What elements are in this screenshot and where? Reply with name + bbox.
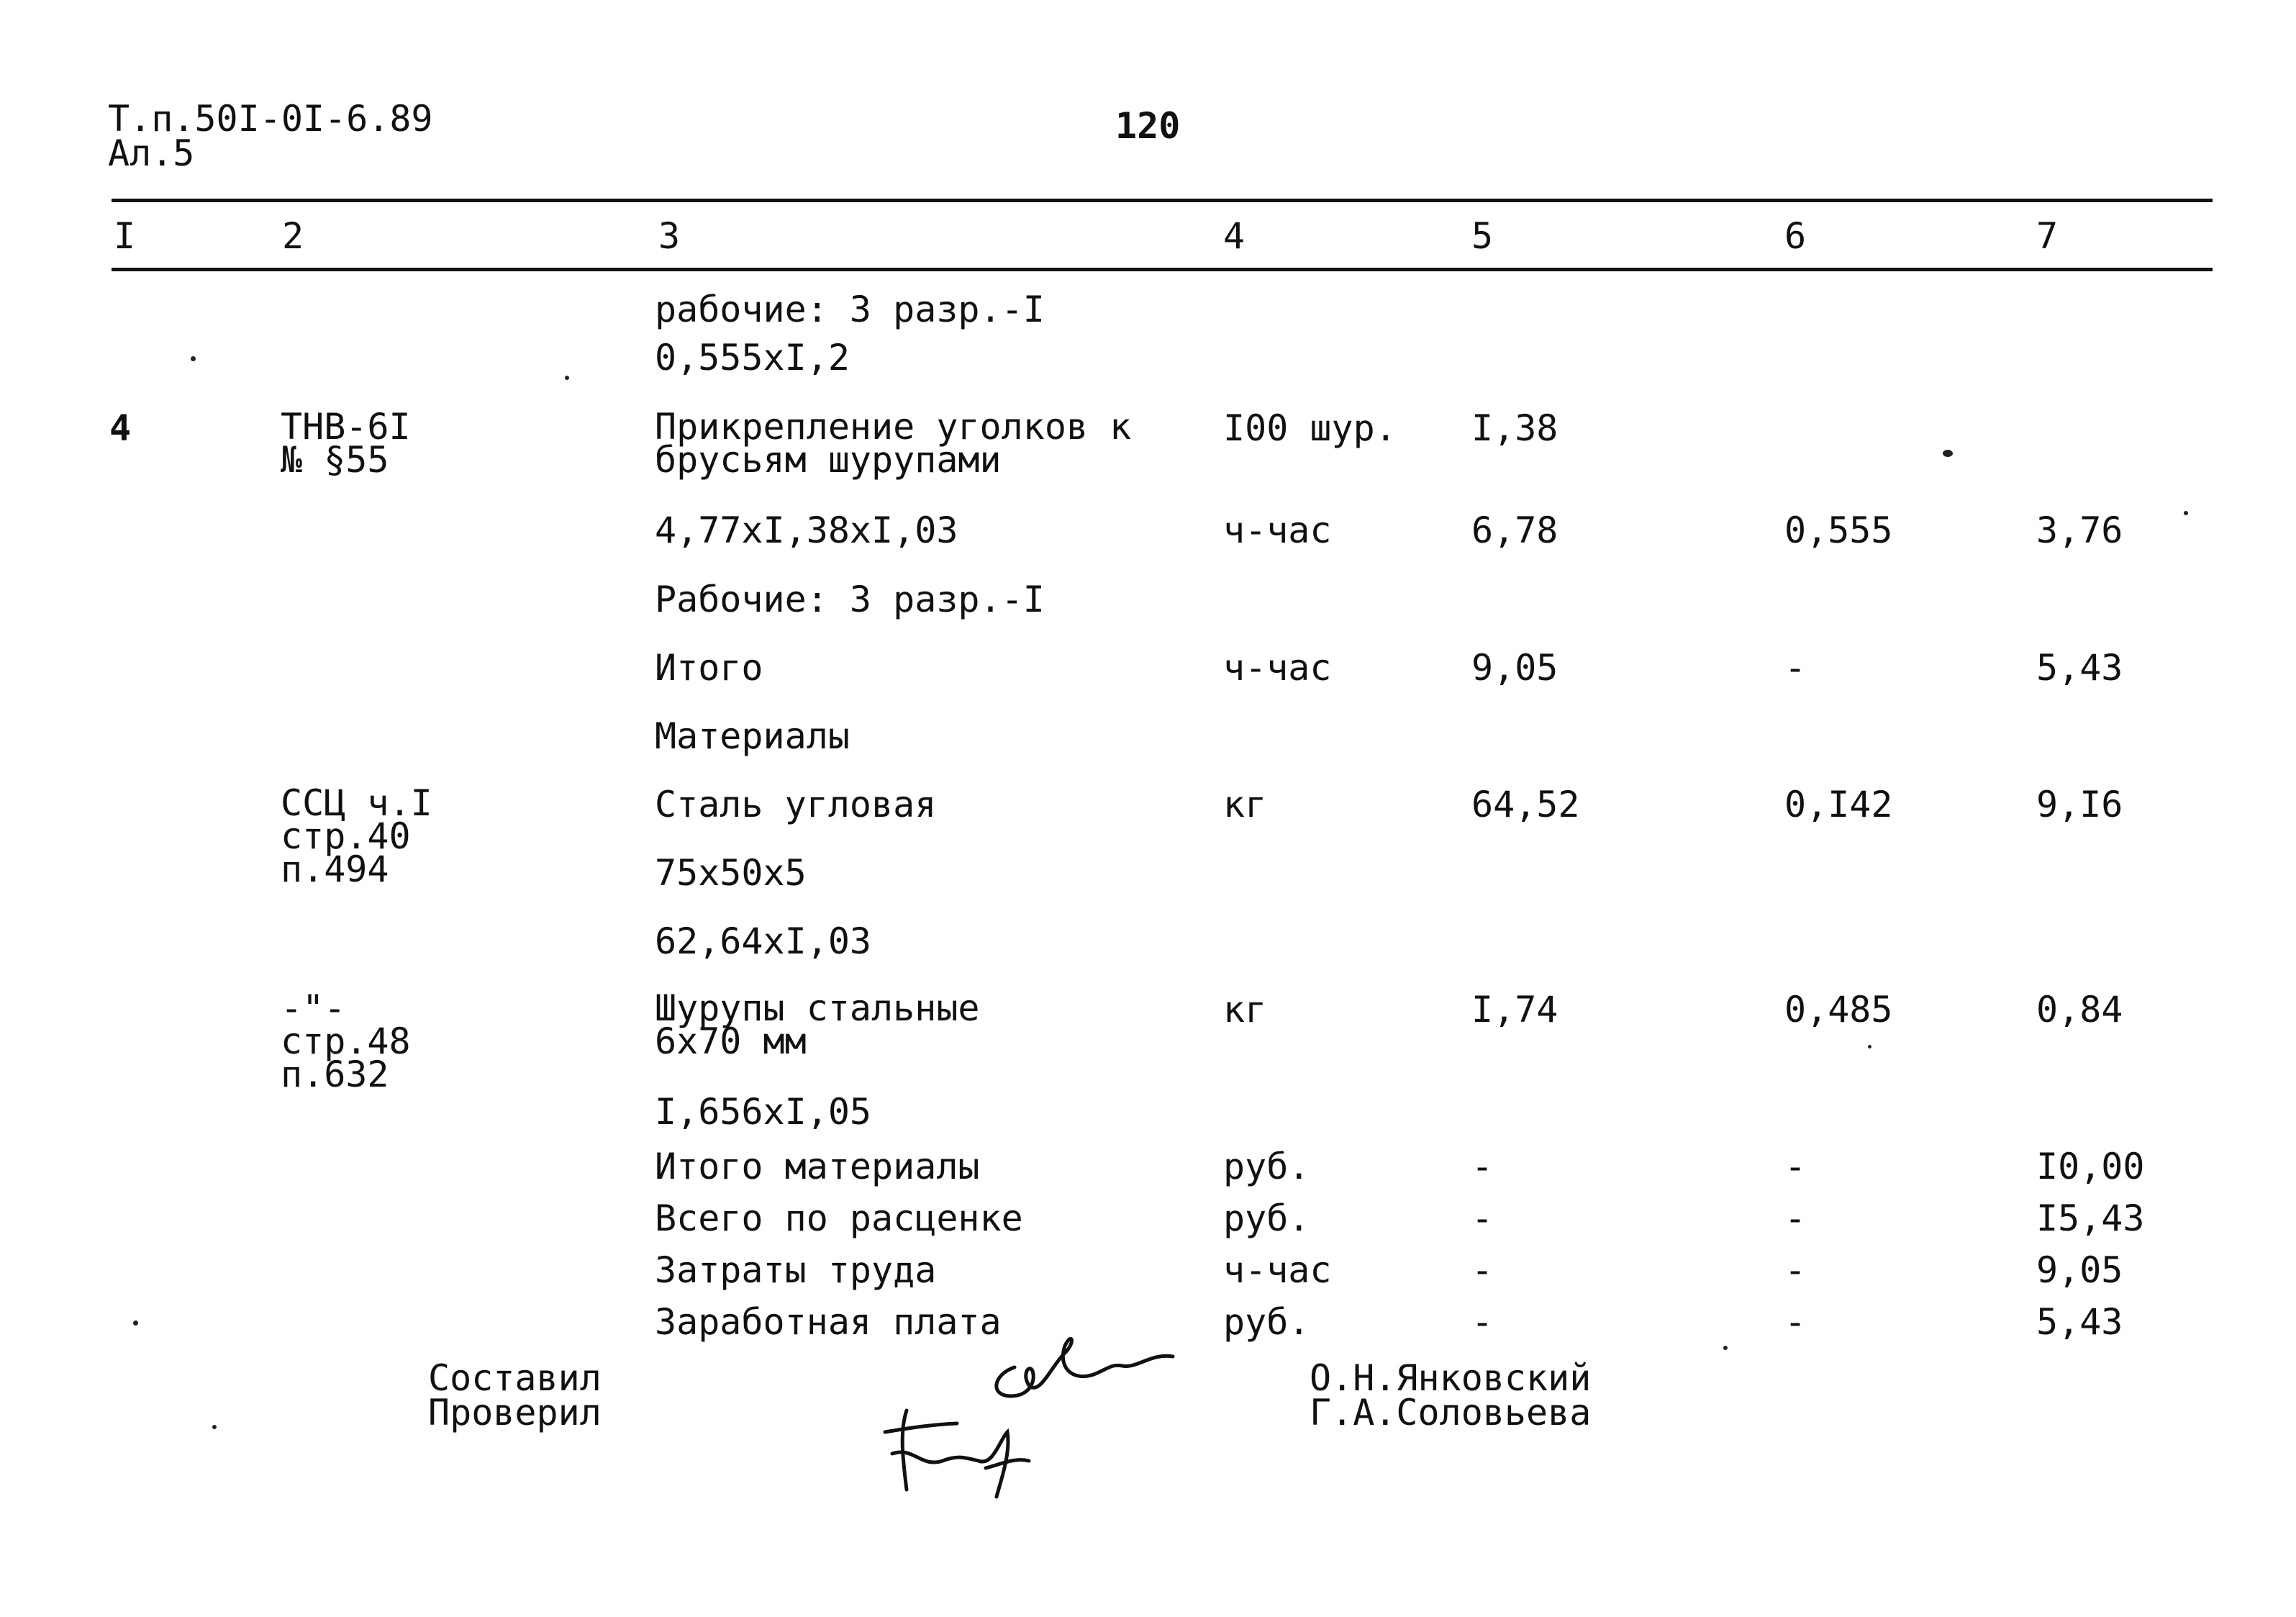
checked-name: Г.А.Соловьева (1310, 1392, 1592, 1433)
summary-unit: руб. (1223, 1197, 1310, 1239)
row-total: 9,I6 (2036, 784, 2123, 825)
norm-code: -"- стр.48 п.632 (281, 987, 411, 1095)
row-unit-price: 0,555 (1784, 509, 1893, 551)
row-description: I,656хI,05 (655, 1091, 872, 1133)
column-header-3: 3 (658, 215, 681, 257)
table-top-rule (112, 199, 2213, 202)
row-description: 4,77хI,38хI,03 (655, 509, 958, 551)
compiled-label: Составил (428, 1357, 602, 1399)
row-description: 75х50х5 (655, 852, 807, 894)
doc-code: Т.п.50I-0I-6.89 (108, 98, 433, 140)
checked-label: Проверил (428, 1392, 602, 1433)
summary-unit-price: - (1784, 1301, 1807, 1343)
row-description: рабочие: 3 разр.-I (655, 289, 1045, 330)
summary-label: Затраты труда (655, 1249, 937, 1291)
summary-quantity: - (1471, 1301, 1494, 1343)
row-unit-price: 0,I42 (1784, 784, 1893, 825)
row-total: 5,43 (2036, 647, 2123, 689)
scan-speck (1723, 1346, 1728, 1350)
row-description: Прикрепление уголков к брусьям шурупами (655, 406, 1132, 481)
summary-label: Итого материалы (655, 1146, 980, 1187)
table-header-rule (112, 268, 2213, 271)
summary-unit: ч-час (1223, 1249, 1332, 1291)
row-unit: ч-час (1223, 647, 1332, 689)
row-description: Сталь угловая (655, 784, 937, 825)
row-description: 62,64хI,03 (655, 920, 872, 962)
column-header-2: 2 (282, 215, 304, 257)
summary-quantity: - (1471, 1249, 1494, 1291)
summary-label: Заработная плата (655, 1301, 1002, 1343)
row-total: 0,84 (2036, 989, 2123, 1031)
row-description: Шурупы стальные 6х70 мм (655, 987, 980, 1062)
summary-unit-price: - (1784, 1249, 1807, 1291)
row-description: Итого (655, 647, 763, 689)
scan-speck (1868, 1045, 1871, 1048)
row-quantity: 9,05 (1471, 647, 1558, 689)
column-header-6: 6 (1784, 215, 1807, 257)
summary-unit: руб. (1223, 1301, 1310, 1343)
summary-total: 5,43 (2036, 1301, 2123, 1343)
norm-code: ССЦ ч.I стр.40 п.494 (281, 782, 432, 890)
summary-label: Всего по расценке (655, 1197, 1023, 1239)
scan-speck (133, 1321, 138, 1326)
summary-unit-price: - (1784, 1197, 1807, 1239)
summary-quantity: - (1471, 1146, 1494, 1187)
row-quantity: 64,52 (1471, 784, 1580, 825)
scan-speck (212, 1425, 217, 1429)
summary-unit: руб. (1223, 1146, 1310, 1187)
row-unit-price: - (1784, 647, 1807, 689)
section-heading: Материалы (655, 715, 850, 757)
column-header-7: 7 (2036, 215, 2059, 257)
row-quantity: I,74 (1471, 989, 1558, 1031)
scan-speck (1943, 450, 1953, 457)
compiled-name: О.Н.Янковский (1310, 1357, 1592, 1399)
row-description: Рабочие: 3 разр.-I (655, 579, 1045, 620)
summary-quantity: - (1471, 1197, 1494, 1239)
row-unit-price: 0,485 (1784, 989, 1893, 1031)
scan-speck (2184, 511, 2188, 515)
row-quantity: 6,78 (1471, 509, 1558, 551)
summary-total: 9,05 (2036, 1249, 2123, 1291)
summary-unit-price: - (1784, 1146, 1807, 1187)
row-quantity: I,38 (1471, 407, 1558, 449)
row-unit: I00 шур. (1223, 407, 1397, 449)
norm-code: ТНВ-6I № §55 (281, 406, 411, 481)
item-number: 4 (109, 407, 132, 449)
summary-total: I0,00 (2036, 1146, 2145, 1187)
row-total: 3,76 (2036, 509, 2123, 551)
row-unit: кг (1223, 989, 1267, 1031)
row-unit: кг (1223, 784, 1267, 825)
summary-total: I5,43 (2036, 1197, 2145, 1239)
album-number: Ал.5 (108, 132, 195, 174)
page-number: 120 (1115, 105, 1181, 147)
row-description: 0,555хI,2 (655, 337, 850, 379)
checker-signature (878, 1389, 1079, 1511)
scan-speck (565, 376, 569, 380)
row-unit: ч-час (1223, 509, 1332, 551)
scan-speck (191, 356, 196, 361)
column-header-4: 4 (1223, 215, 1245, 257)
column-header-5: 5 (1471, 215, 1494, 257)
column-header-1: I (114, 215, 136, 257)
